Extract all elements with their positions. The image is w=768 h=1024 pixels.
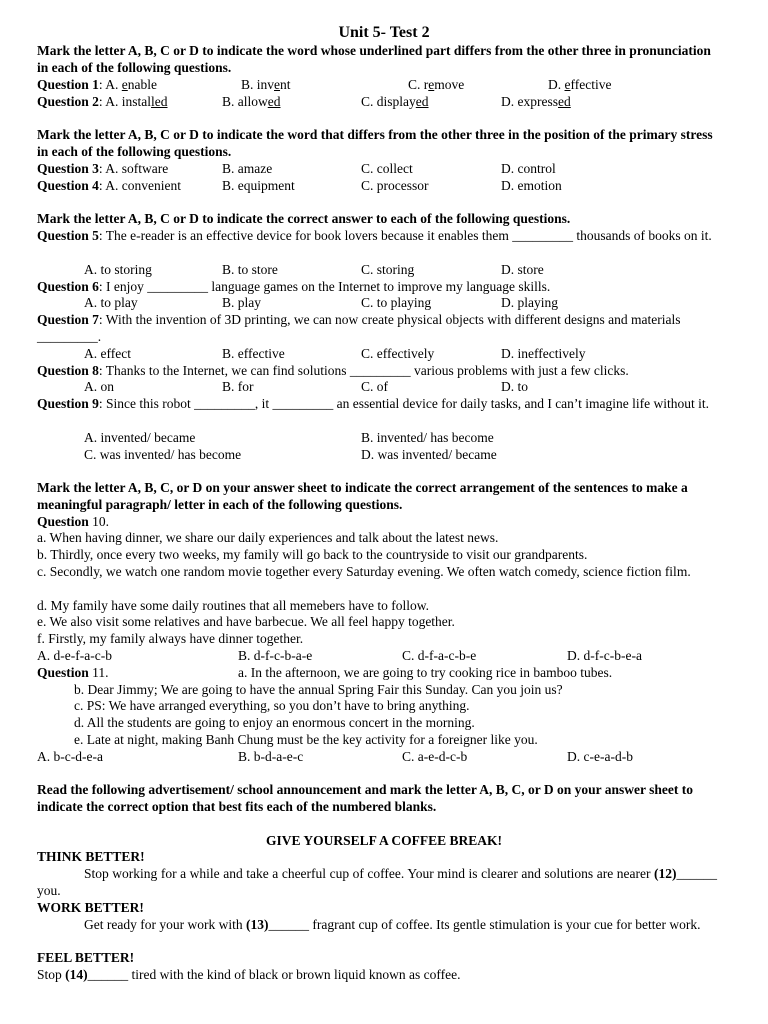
q3-option-b: B. amaze [222, 161, 273, 176]
page-title: Unit 5- Test 2 [338, 24, 430, 41]
q2-option-d: D. expressed [501, 94, 571, 109]
q5-option-d: D. store [501, 262, 544, 277]
q9-option-c: C. was invented/ has become [84, 447, 242, 462]
heading-work-better: WORK BETTER! [37, 900, 144, 915]
question-9-stem: Question 9: Since this robot _________, it _________ an essential device for daily tasks, and I can’t imagine life without it. [37, 396, 710, 411]
section-4-instruction: Mark the letter A, B, C, or D on your answer sheet to indicate the correct arrangement of the sentences to make a meaningful paragraph/ letter in each of the following questions. [37, 480, 688, 512]
q11-sentence-b: b. Dear Jimmy; We are going to have the annual Spring Fair this Sunday. Can you join us? [74, 682, 563, 697]
question-5-stem: Question 5: The e-reader is an effective device for book lovers because it enables them _________ thousands of books on it. [37, 228, 712, 243]
question-2-label: Question 2: A. installed [37, 94, 168, 109]
heading-think-better: THINK BETTER! [37, 849, 145, 864]
question-3-label: Question 3: A. software [37, 161, 169, 176]
paragraph-think-better: Stop working for a while and take a cheerful cup of coffee. Your mind is clearer and solutions are nearer (12)______ you. [37, 866, 717, 898]
q6-option-c: C. to playing [361, 295, 432, 310]
q10-option-b: B. d-f-c-b-a-e [238, 648, 313, 663]
q11-option-c: C. a-e-d-c-b [402, 749, 468, 764]
q5-option-b: B. to store [222, 262, 278, 277]
section-2-instruction: Mark the letter A, B, C or D to indicate the word that differs from the other three in the position of the primary stress in each of the following questions. [37, 127, 713, 159]
q10-sentence-b: b. Thirdly, once every two weeks, my family will go back to the countryside to visit our grandparents. [37, 547, 588, 562]
q11-sentence-c: c. PS: We have arranged everything, so you don’t have to bring anything. [74, 698, 470, 713]
q10-option-c: C. d-f-a-c-b-e [402, 648, 477, 663]
q1-option-c: C. remove [408, 77, 465, 92]
q10-option-a: A. d-e-f-a-c-b [37, 648, 112, 663]
question-11-label: Question 11. [37, 665, 109, 680]
q3-option-c: C. collect [361, 161, 413, 176]
q2-option-b: B. allowed [222, 94, 281, 109]
q11-option-a: A. b-c-d-e-a [37, 749, 103, 764]
paragraph-feel-better: Stop (14)______ tired with the kind of black or brown liquid known as coffee. [37, 967, 461, 982]
question-6-stem: Question 6: I enjoy _________ language games on the Internet to improve my language skills. [37, 279, 551, 294]
paragraph-work-better: Get ready for your work with (13)______ fragrant cup of coffee. Its gentle stimulation is your cue for better work. [84, 917, 701, 932]
q9-option-d: D. was invented/ became [361, 447, 497, 462]
question-7-stem: Question 7: With the invention of 3D printing, we can now create physical objects with different designs and materials _________. [37, 312, 681, 344]
q8-option-b: B. for [222, 379, 254, 394]
q10-sentence-a: a. When having dinner, we share our daily experiences and talk about the latest news. [37, 530, 499, 545]
section-1-instruction: Mark the letter A, B, C or D to indicate the word whose underlined part differs from the other three in pronunciation in each of the following questions. [37, 43, 711, 75]
q11-sentence-d: d. All the students are going to enjoy an enormous concert in the morning. [74, 715, 475, 730]
q2-option-c: C. displayed [361, 94, 429, 109]
q4-option-b: B. equipment [222, 178, 295, 193]
section-5-instruction: Read the following advertisement/ school announcement and mark the letter A, B, C, or D on your answer sheet to indicate the correct option that best fits each of the numbered blanks. [37, 782, 693, 814]
q7-option-a: A. effect [84, 346, 131, 361]
q11-sentence-a: a. In the afternoon, we are going to try cooking rice in bamboo tubes. [238, 665, 613, 680]
q8-option-d: D. to [501, 379, 528, 394]
q10-sentence-c: c. Secondly, we watch one random movie together every Saturday evening. We often watch comedy, science fiction film. [37, 564, 691, 579]
q7-option-b: B. effective [222, 346, 285, 361]
q8-option-a: A. on [84, 379, 114, 394]
q10-sentence-e: e. We also visit some relatives and have barbecue. We all feel happy together. [37, 614, 455, 629]
q11-option-d: D. c-e-a-d-b [567, 749, 633, 764]
question-4-label: Question 4: A. convenient [37, 178, 182, 193]
q1-option-d: D. effective [548, 77, 612, 92]
heading-feel-better: FEEL BETTER! [37, 950, 135, 965]
q9-option-a: A. invented/ became [84, 430, 196, 445]
q10-sentence-d: d. My family have some daily routines that all memebers have to follow. [37, 598, 430, 613]
question-1-label: Question 1: A. enable [37, 77, 158, 92]
question-8-stem: Question 8: Thanks to the Internet, we can find solutions _________ various problems with just a few clicks. [37, 363, 629, 378]
q5-option-c: C. storing [361, 262, 415, 277]
q3-option-d: D. control [501, 161, 556, 176]
q6-option-b: B. play [222, 295, 261, 310]
q10-sentence-f: f. Firstly, my family always have dinner together. [37, 631, 304, 646]
q4-option-d: D. emotion [501, 178, 562, 193]
q5-option-a: A. to storing [84, 262, 152, 277]
q11-option-b: B. b-d-a-e-c [238, 749, 304, 764]
q4-option-c: C. processor [361, 178, 429, 193]
q6-option-a: A. to play [84, 295, 138, 310]
q1-option-b: B. invent [241, 77, 291, 92]
q6-option-d: D. playing [501, 295, 558, 310]
q9-option-b: B. invented/ has become [361, 430, 494, 445]
question-10-label: Question 10. [37, 514, 110, 529]
q7-option-d: D. ineffectively [501, 346, 586, 361]
q7-option-c: C. effectively [361, 346, 435, 361]
section-3-instruction: Mark the letter A, B, C or D to indicate the correct answer to each of the following questions. [37, 211, 571, 226]
advertisement-title: GIVE YOURSELF A COFFEE BREAK! [265, 833, 503, 848]
q11-sentence-e: e. Late at night, making Banh Chung must be the key activity for a foreigner like you. [74, 732, 538, 747]
q8-option-c: C. of [361, 379, 388, 394]
q10-option-d: D. d-f-c-b-e-a [567, 648, 642, 663]
